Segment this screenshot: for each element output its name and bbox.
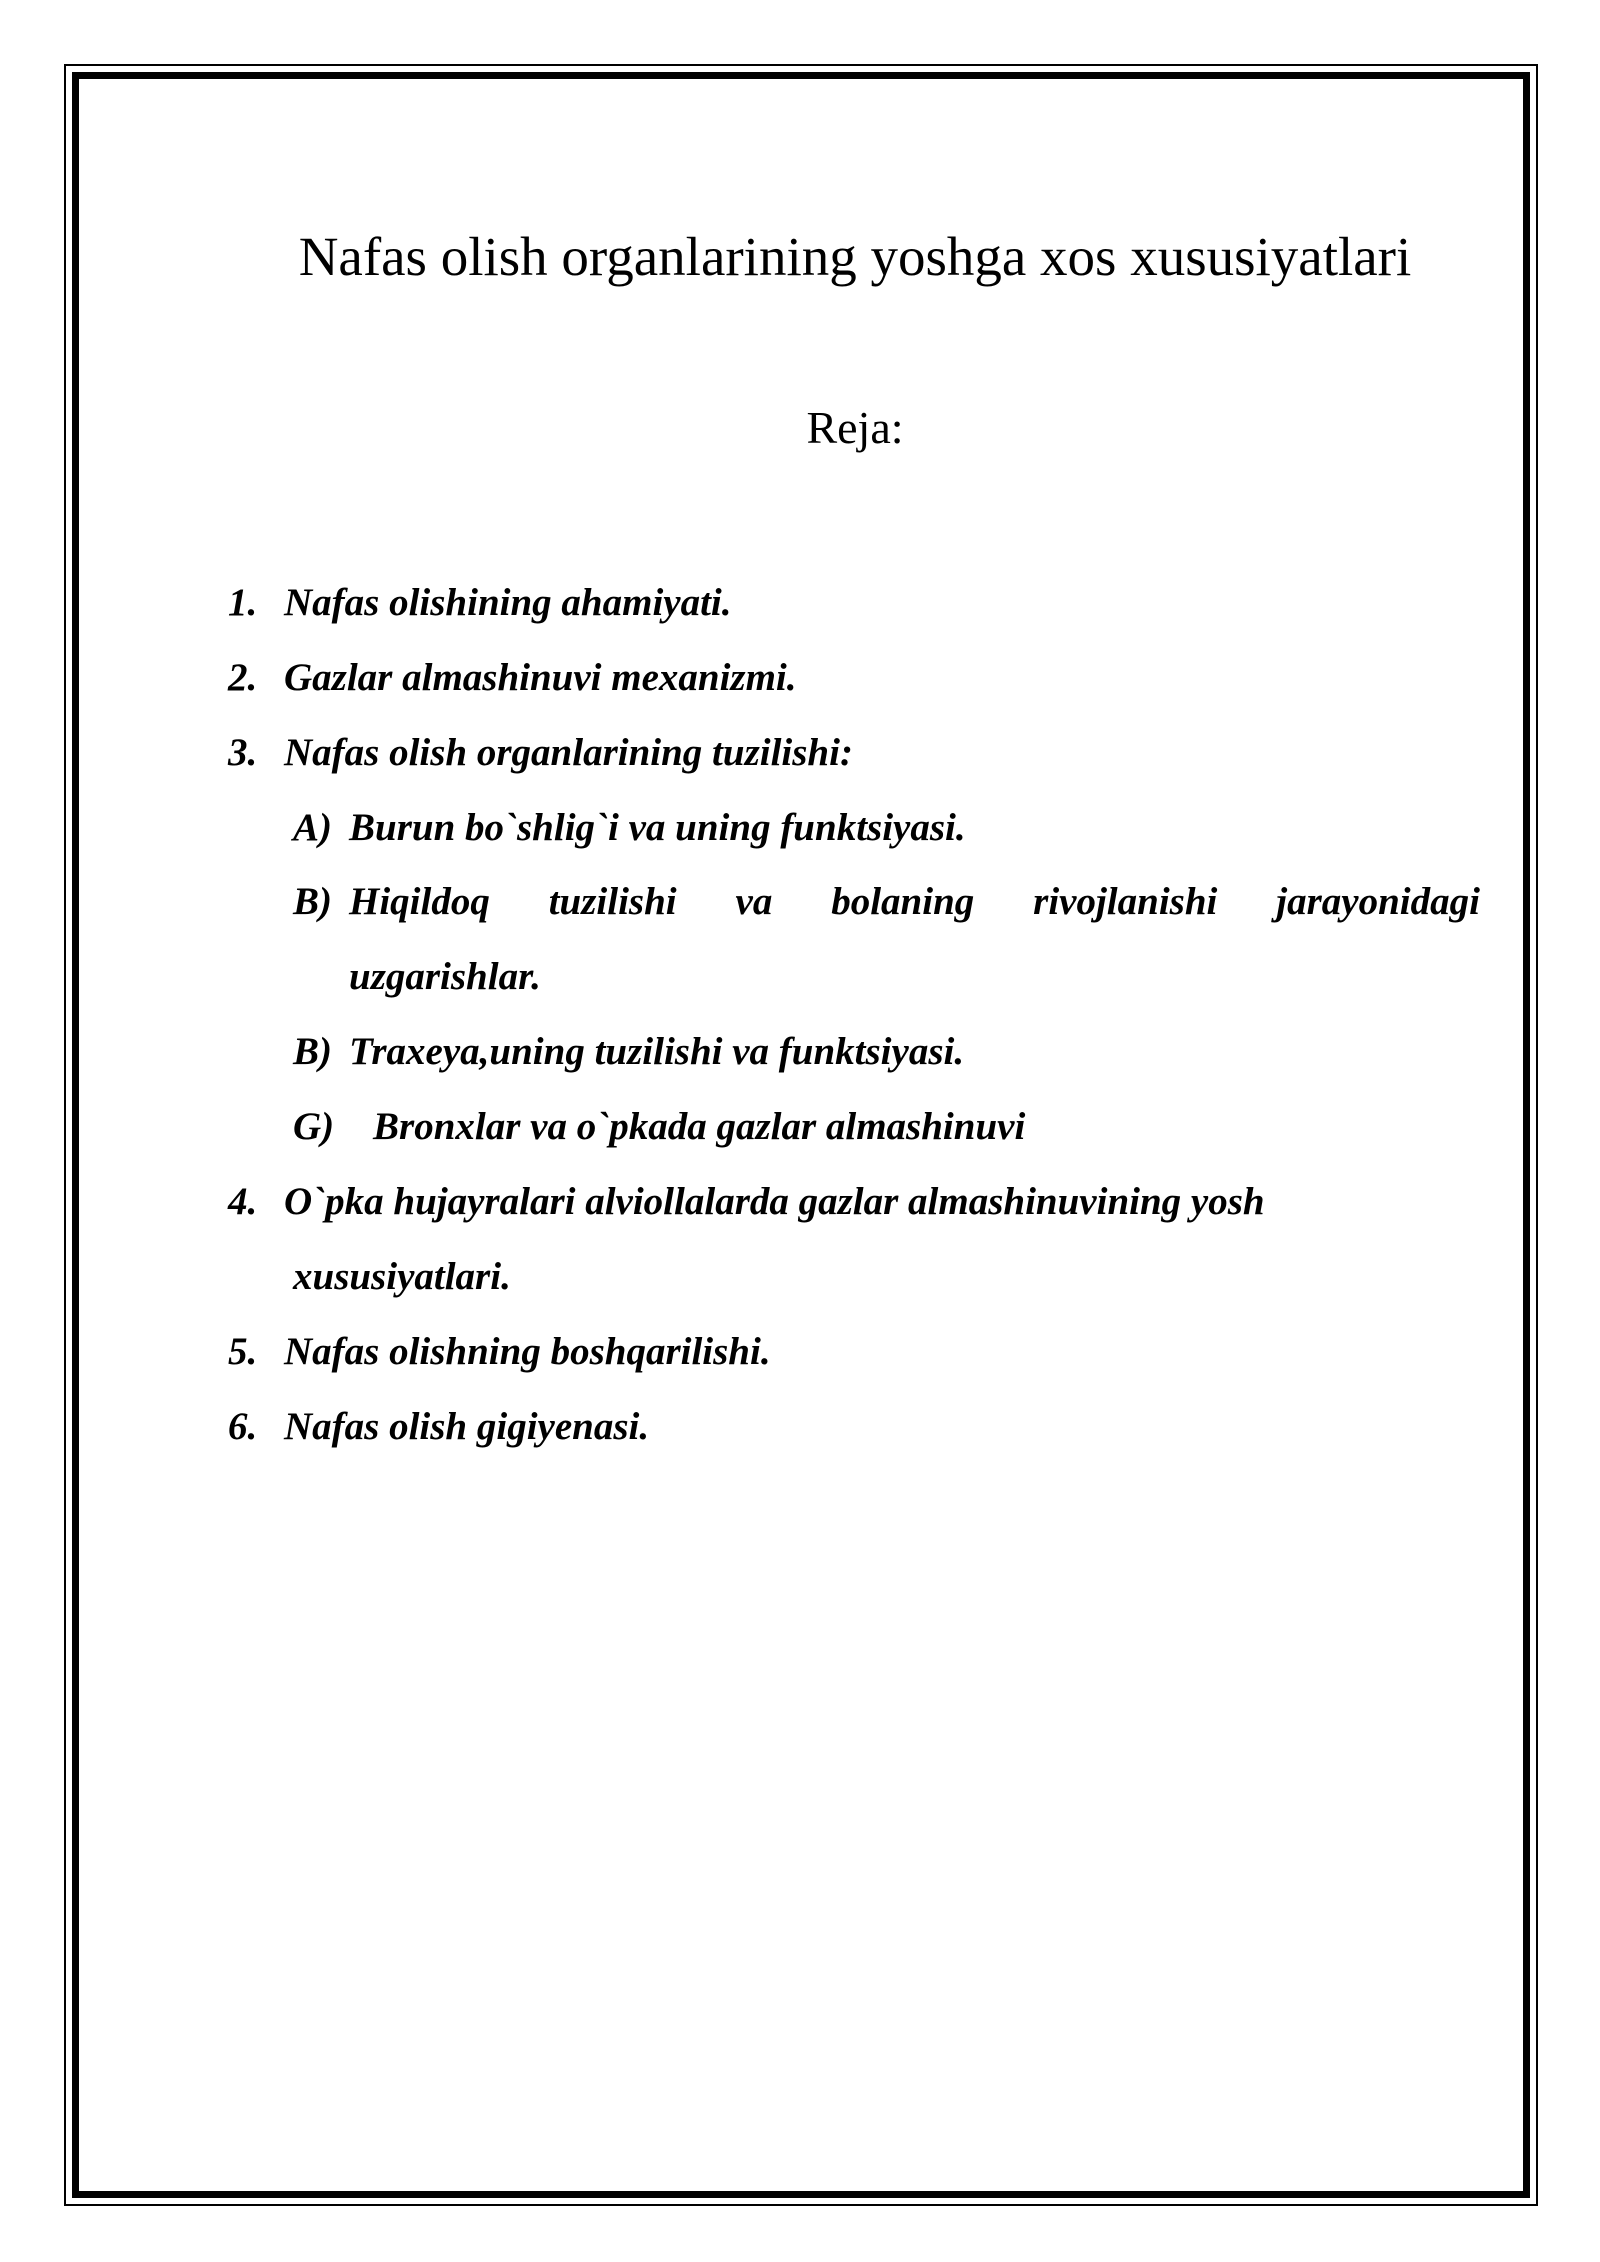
plan-subitem-word: Hiqildoq bbox=[349, 880, 490, 923]
plan-item-text: O`pka hujayralari alviollalarda gazlar almashinuvining yosh bbox=[284, 1180, 1265, 1223]
plan-subitem-word: jarayonidagi bbox=[1276, 880, 1480, 923]
plan-subitem-continuation: uzgarishlar. bbox=[349, 955, 541, 998]
plan-subitem-text bbox=[349, 872, 1480, 932]
plan-item-continuation: xususiyatlari. bbox=[293, 1255, 511, 1298]
plan-subitem-marker: A) bbox=[293, 806, 332, 849]
plan-subitem-marker: B) bbox=[293, 1030, 332, 1073]
plan-item-text: Nafas olishning boshqarilishi. bbox=[284, 1330, 771, 1373]
plan-subitem-marker: G) bbox=[293, 1105, 335, 1148]
plan-item-text: Nafas olishining ahamiyati. bbox=[284, 581, 732, 624]
document-title: Nafas olish organlarining yoshga xos xususiyatlari bbox=[298, 226, 1412, 287]
plan-subitem-word: va bbox=[735, 880, 773, 923]
plan-item-marker: 3. bbox=[228, 731, 258, 774]
plan-subitem-text: Traxeya,uning tuzilishi va funktsiyasi. bbox=[349, 1030, 965, 1073]
plan-item-marker: 6. bbox=[228, 1405, 258, 1448]
plan-item-marker: 2. bbox=[228, 656, 258, 699]
plan-item-text: Nafas olish organlarining tuzilishi: bbox=[284, 731, 853, 774]
plan-subitem-text: Bronxlar va o`pkada gazlar almashinuvi bbox=[373, 1105, 1026, 1148]
plan-subitem-word: bolaning bbox=[831, 880, 975, 923]
plan-subitem-text: Burun bo`shlig`i va uning funktsiyasi. bbox=[349, 806, 966, 849]
plan-item-text: Gazlar almashinuvi mexanizmi. bbox=[284, 656, 797, 699]
plan-subitem-word: rivojlanishi bbox=[1033, 880, 1218, 923]
plan-item-marker: 1. bbox=[228, 581, 258, 624]
plan-subitem-marker: B) bbox=[293, 880, 332, 923]
plan-item-marker: 5. bbox=[228, 1330, 258, 1373]
plan-heading: Reja: bbox=[806, 402, 904, 453]
plan-item-marker: 4. bbox=[228, 1180, 258, 1223]
plan-subitem-word: tuzilishi bbox=[548, 880, 677, 923]
plan-item-text: Nafas olish gigiyenasi. bbox=[284, 1405, 650, 1448]
